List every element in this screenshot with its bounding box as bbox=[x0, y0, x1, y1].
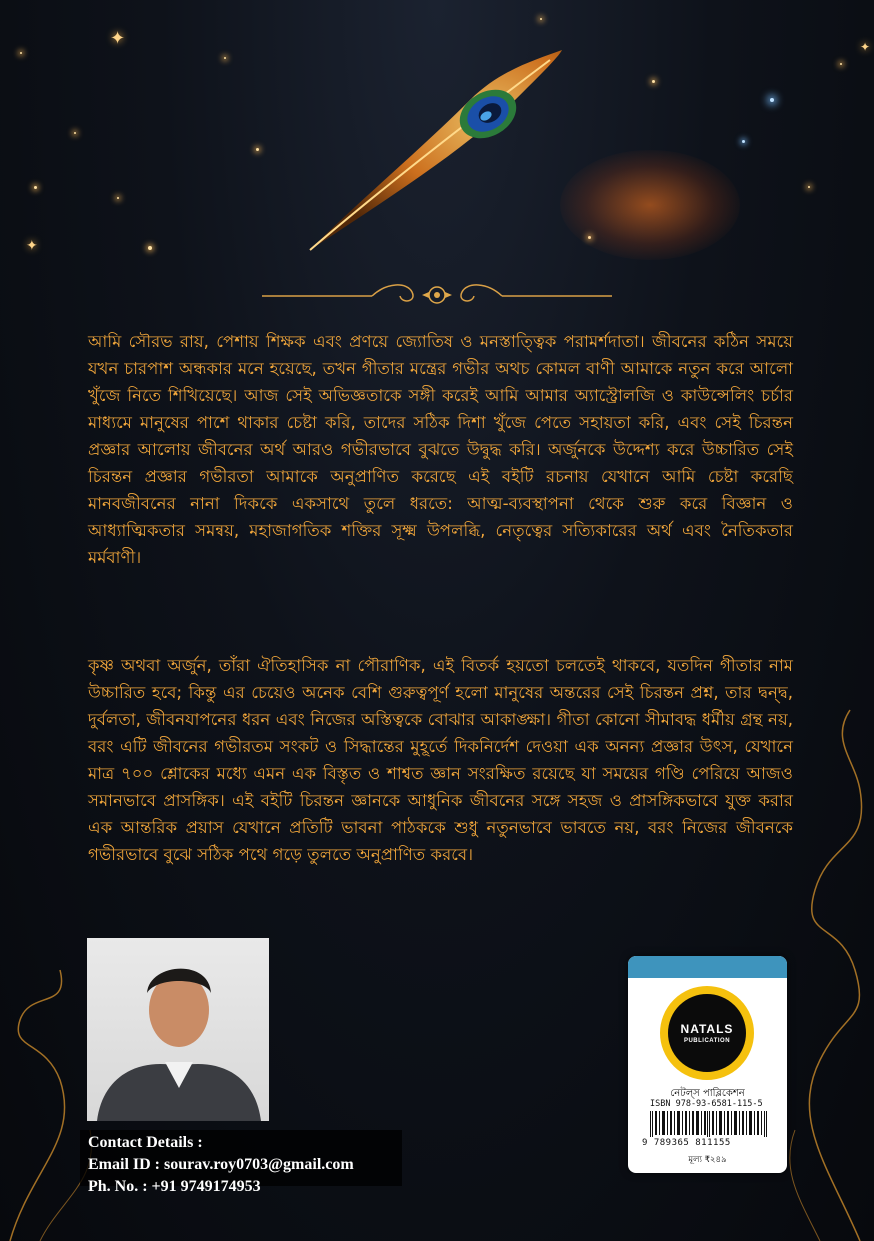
contact-details bbox=[80, 1130, 402, 1195]
ornamental-divider-icon bbox=[262, 280, 612, 310]
publisher-logo bbox=[660, 986, 754, 1080]
nebula-glow bbox=[560, 150, 740, 260]
isbn-card-header bbox=[628, 956, 787, 978]
publisher-logo-sub: PUBLICATION bbox=[683, 1038, 731, 1044]
isbn-label: ISBN 978-93-6581-115-5 bbox=[650, 1099, 763, 1109]
contact-heading: Contact Details : bbox=[88, 1134, 203, 1151]
author-photo bbox=[87, 938, 269, 1121]
barcode-icon bbox=[650, 1111, 768, 1137]
barcode-number: 9 789365 811155 bbox=[642, 1138, 731, 1148]
contact-phone: Ph. No. : +91 9749174953 bbox=[88, 1178, 261, 1195]
peacock-feather-icon bbox=[300, 40, 580, 260]
book-description-paragraph: কৃষ্ণ অথবা অর্জুন, তাঁরা ঐতিহাসিক না পৌরাণিক, এই বিতর্ক হয়তো চলতেই থাকবে, যতদিন গীতার নাম উচ্চারিত হবে; কিন্তু এর চেয়েও অনেক বেশি গুরুত্বপূর্ণ হলো মানুষের অন্তরের সেই চিরন্তন প্রশ্ন, তার দ্বন্দ্ব, দুর্বলতা, জীবনযাপনের ধরন এবং নিজের অস্তিত্বকে বোঝার আকাঙ্ক্ষা। গীতা কোনো সীমাবদ্ধ ধর্মীয় গ্রন্থ নয়, বরং এটি জীবনের গভীরতম সংকট ও সিদ্ধান্তের মুহূর্তে দিকনির্দেশ দেওয়া এক অনন্য প্রজ্ঞার উৎস, যেখানে মাত্র ৭০০ শ্লোকের মধ্যে এমন এক বিস্তৃত ও শাশ্বত জ্ঞান সংরক্ষিত রয়েছে যা সময়ের গণ্ডি পেরিয়ে আজও সমানভাবে প্রাসঙ্গিক। এই বইটি চিরন্তন জ্ঞানকে আধুনিক জীবনের সঙ্গে সহজ ও প্রাসঙ্গিকভাবে যুক্ত করার এক আন্তরিক প্রয়াস যেখানে প্রতিটি ভাবনা পাঠককে শুধু নতুনভাবে ভাবতে নয়, বরং নিজের জীবনকে গভীরভাবে বুঝে সঠিক পথে গড়ে তুলতে অনুপ্রাণিত করবে। bbox=[88, 656, 793, 864]
publisher-bengali-name: নেটল্স পাব্লিকেশন bbox=[670, 1088, 745, 1099]
book-price: মূল্য ₹২৪৯ bbox=[688, 1155, 727, 1165]
publisher-logo-name: NATALS bbox=[680, 1022, 734, 1036]
bio-paragraph: আমি সৌরভ রায়, পেশায় শিক্ষক এবং প্রণয়ে জ্যোতিষ ও মনস্তাত্ত্বিক পরামর্শদাতা। জীবনের কঠিন সময়ে যখন চারপাশ অন্ধকার মনে হয়েছে, তখন গীতার মন্ত্রের গভীর অথচ কোমল বাণী আমাকে নতুন করে আলো খুঁজে নিতে শিখিয়েছে। আজ সেই অভিজ্ঞতাকে সঙ্গী করেই আমি আমার অ্যাস্ট্রোলজি ও কাউন্সেলিং চর্চার মাধ্যমে মানুষের পাশে থাকার চেষ্টা করি, তাদের সঠিক দিশা খুঁজে পেতে সহায়তা করি, এবং সেই চিরন্তন প্রজ্ঞার আলোয় জীবনের অর্থ আরও গভীরভাবে বুঝতে উদ্বুদ্ধ করি। অর্জুনকে উদ্দেশ্য করে উচ্চারিত সেই চিরন্তন প্রজ্ঞার গভীরতা আমাকে অনুপ্রাণিত করেছে এই বইটি রচনায় যেখানে আমি চেষ্টা করেছি মানবজীবনের নানা দিককে একসাথে তুলে ধরতে: আত্ম-ব্যবস্থাপনা থেকে শুরু করে বিজ্ঞান ও আধ্যাত্মিকতার সমন্বয়, মহাজাগতিক শক্তির সূক্ষ্ম উপলব্ধি, নেতৃত্বের সত্যিকারের অর্থ এবং নৈতিকতার মর্মবাণী। bbox=[88, 332, 793, 567]
contact-email: Email ID : sourav.roy0703@gmail.com bbox=[88, 1156, 354, 1173]
isbn-card bbox=[628, 956, 787, 1173]
